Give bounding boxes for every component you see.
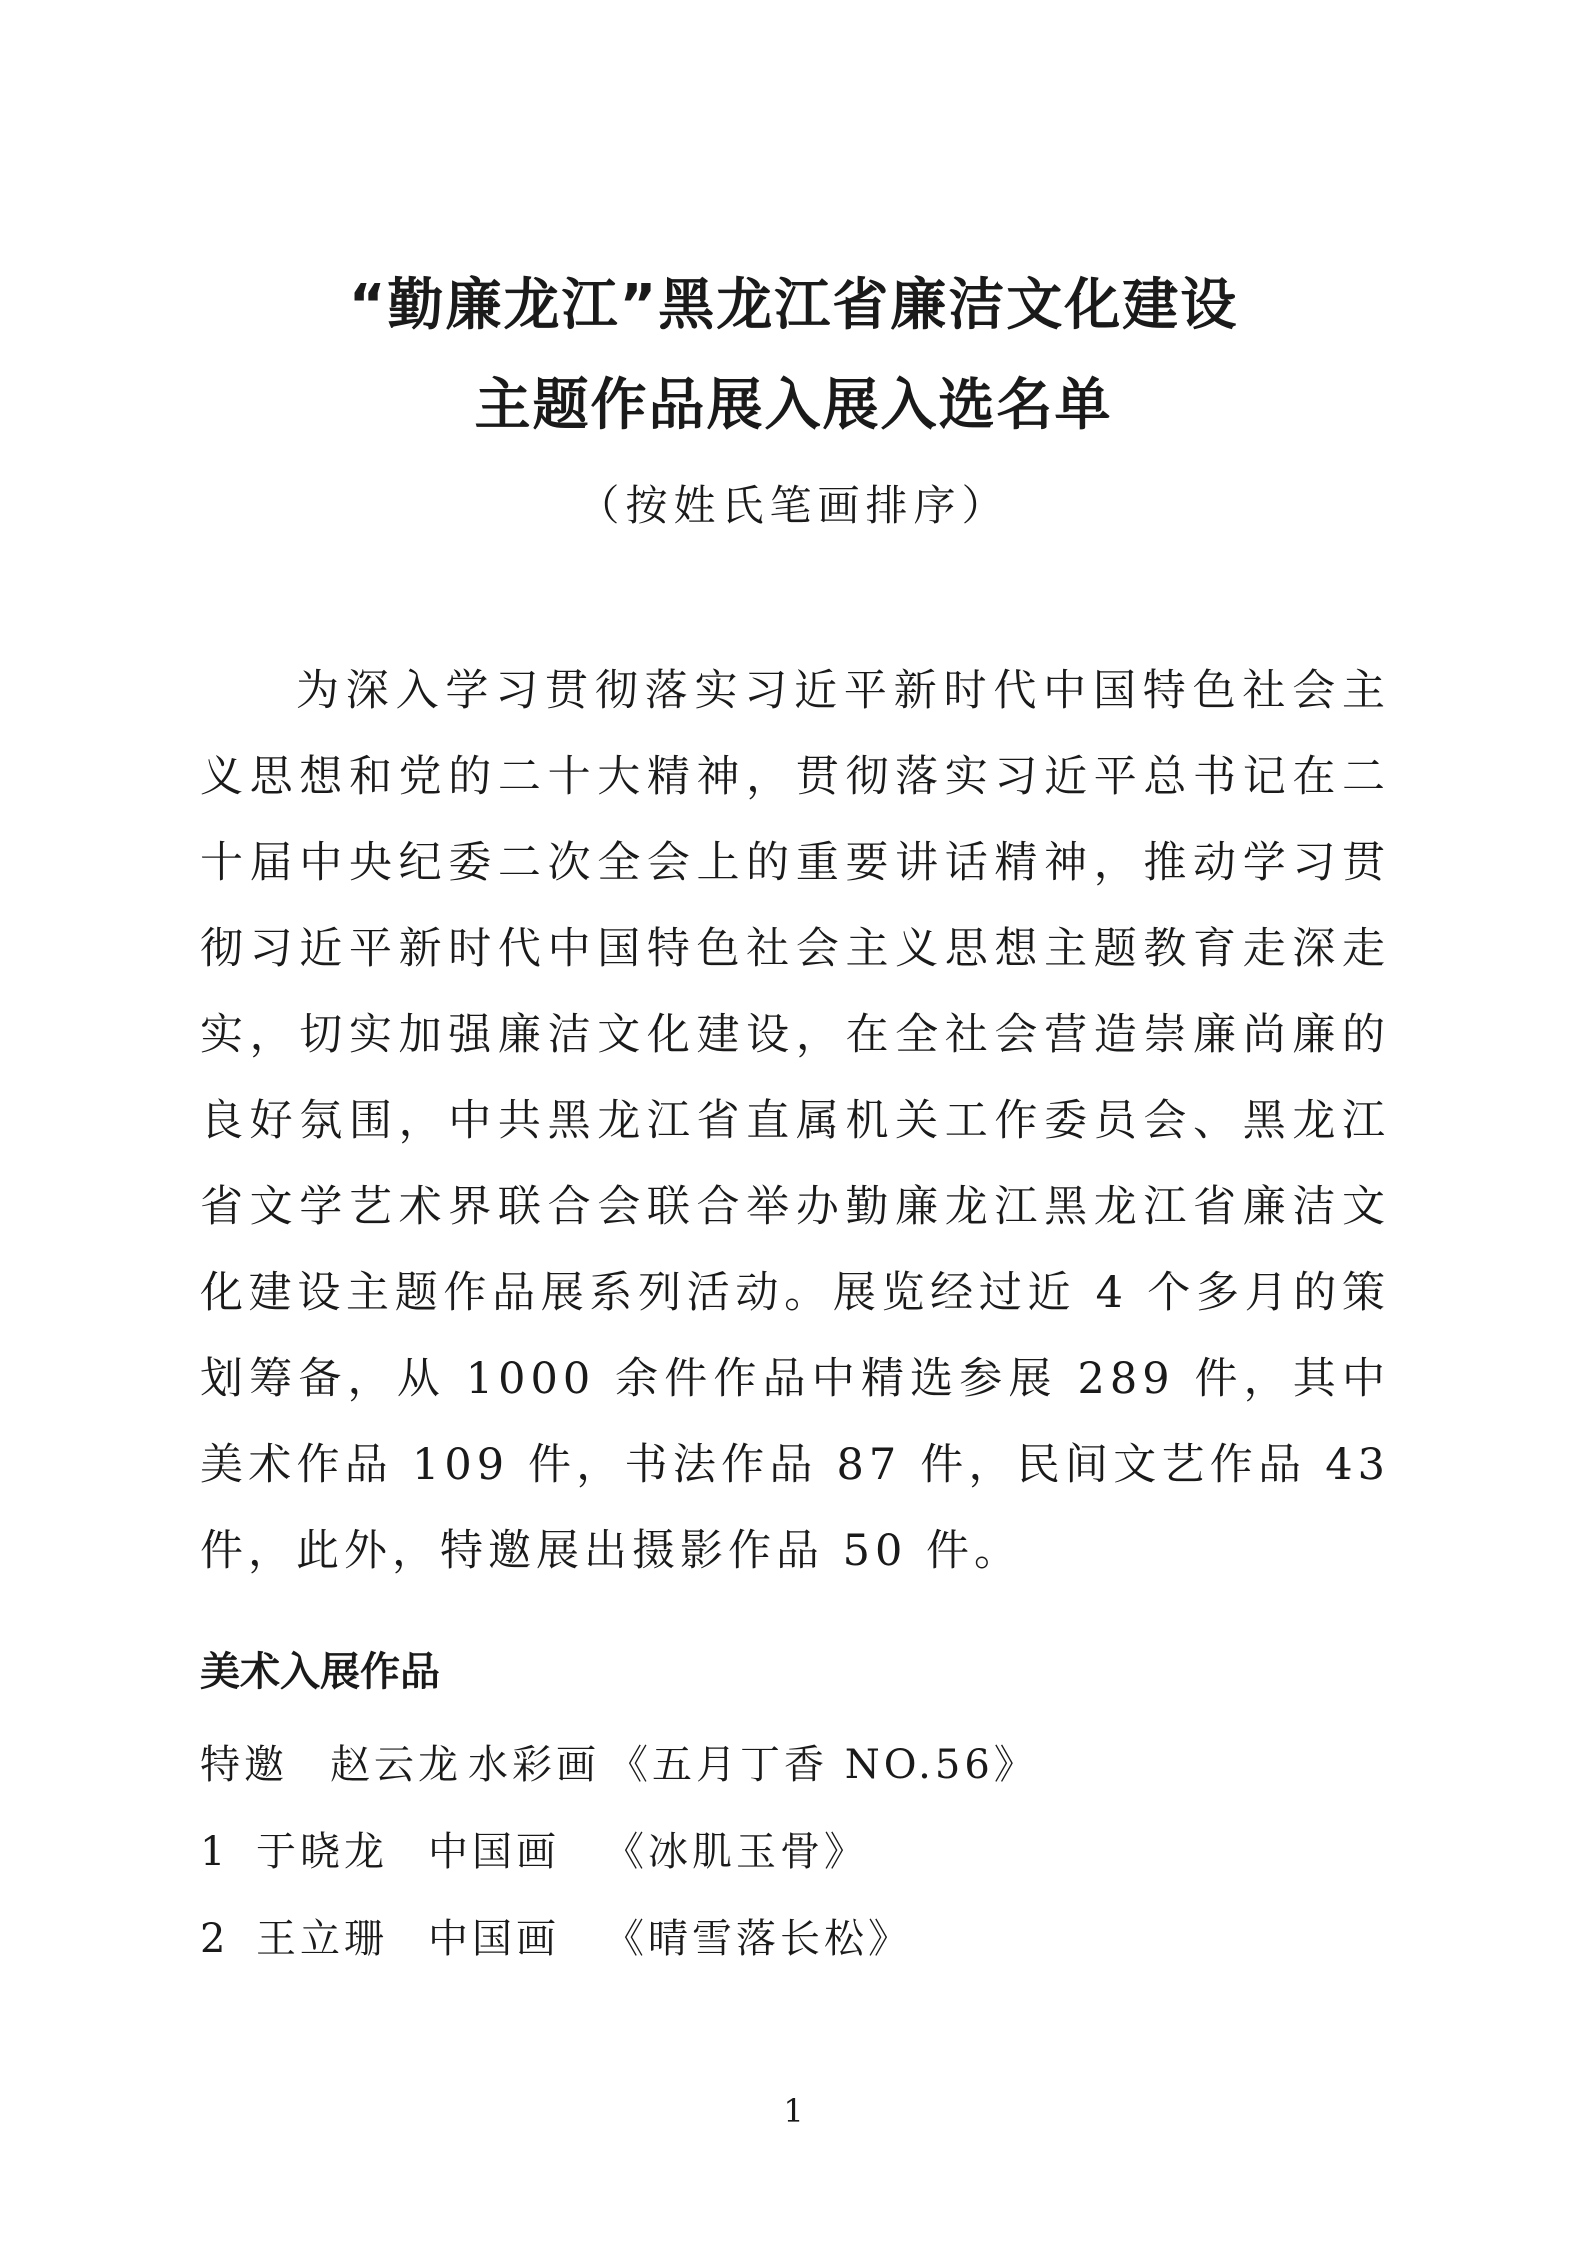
entry-work-title: 《五月丁香 NO.56》 (608, 1742, 1038, 1788)
document-title-line-1: “勤廉龙江”黑龙江省廉洁文化建设 (348, 273, 1239, 338)
list-item (200, 1829, 868, 1875)
entry-artist: 于晓龙 (256, 1829, 388, 1875)
entry-number: 2 (200, 1916, 230, 1962)
entry-medium: 水彩画 (468, 1742, 600, 1788)
list-item (200, 1916, 912, 1962)
document-subtitle: （按姓氏笔画排序） (577, 481, 1010, 530)
entry-work-title: 《晴雪落长松》 (604, 1916, 912, 1962)
special-entry (200, 1742, 1038, 1788)
entry-work-title: 《冰肌玉骨》 (604, 1829, 868, 1875)
intro-paragraph: 为深入学习贯彻落实习近平新时代中国特色社会主义思想和党的二十大精神，贯彻落实习近平总书记在二十届中央纪委二次全会上的重要讲话精神，推动学习贯彻习近平新时代中国特色社会主义思想主题教育走深走实，切实加强廉洁文化建设，在全社会营造崇廉尚廉的良好氛围，中共黑龙江省直属机关工作委员会、黑龙江省文学艺术界联合会联合举办勤廉龙江黑龙江省廉洁文化建设主题作品展系列活动。展览经过近 4 个多月的策划筹备，从 1000 余件作品中精选参展 289 件，其中美术作品 109 件，书法作品 87 件，民间文艺作品 43 件，此外，特邀展出摄影作品 50 件。 (200, 666, 1390, 1576)
special-entry-label: 特邀 (200, 1742, 288, 1788)
section-heading: 美术入展作品 (200, 1649, 440, 1695)
entry-number: 1 (200, 1829, 230, 1875)
entry-artist: 王立珊 (256, 1916, 388, 1962)
entry-medium: 中国画 (428, 1829, 560, 1875)
entry-artist: 赵云龙 (330, 1742, 462, 1788)
page-number: 1 (783, 2092, 804, 2130)
document-title-line-2: 主题作品展入展入选名单 (474, 373, 1113, 438)
entry-medium: 中国画 (428, 1916, 560, 1962)
